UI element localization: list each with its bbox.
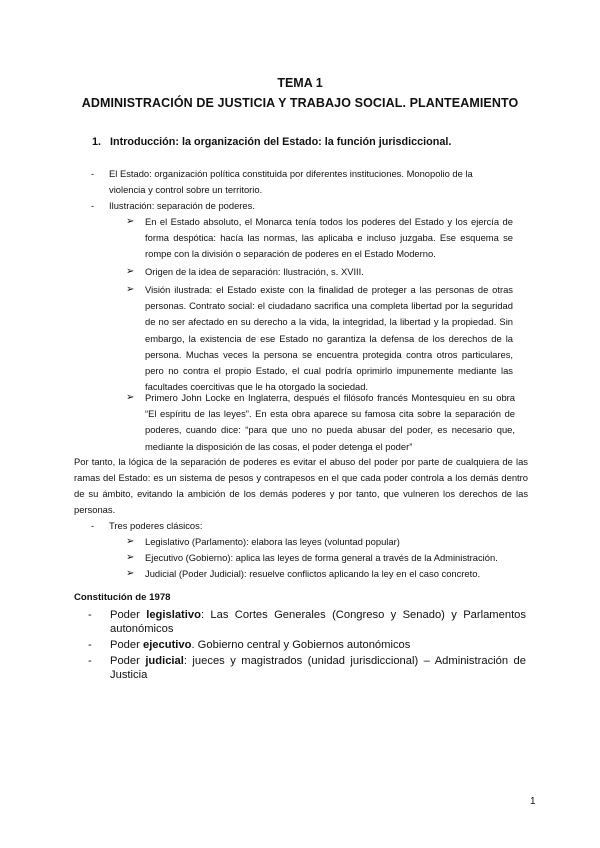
locke-text: Primero John Locke en Inglaterra, después el filósofo francés Montesquieu en su obra “El espíritu de las leyes”. En esta obra aparece su famosa cita sobre la separación de poderes, cuando dice: “para que uno no pueda abusar del poder, es necesario que, mediante la disposición de las cosas, el poder detenga el poder” [145,392,515,452]
poder-item-legislativo [126,534,525,550]
item-bold: ejecutivo [142,639,192,651]
constitucion-item-legislativo [88,609,526,636]
item-bold: judicial [145,655,184,667]
arrow-item-origen [126,264,513,280]
dash-bullet: - [88,639,92,651]
arrow-bullet-icon: ➢ [126,392,135,403]
vision-text: Visión ilustrada: el Estado existe con la finalidad de proteger a las personas de otras personas. Contrato social: el ciudadano sacrifica una completa libertad por la seguridad de no ser afectado en su derecho a la vida, la integridad, la libertad y la propiedad. Sin embargo, la existencia de ese Estado no garantiza la defensa de los derechos de la persona. Muchas veces la persona se encuentra protegida contra otros particulares, pero no contra el propio Estado, el cual podría oprimirlo impunemente mediante las facultades coercitivas que le ha otorgado la sociedad. [145,284,513,393]
dash-bullet: - [91,200,95,211]
arrow-bullet-icon: ➢ [126,284,135,295]
dash-bullet: - [88,609,92,621]
ilustracion-text: Ilustración: separación de poderes. [109,200,255,211]
item-suffix: : jueces y magistrados (unidad jurisdiccional) – Administración de Justicia [110,655,526,681]
arrow-bullet-icon: ➢ [126,552,135,563]
section-heading-text: Introducción: la organización del Estado: la función jurisdiccional. [110,136,452,148]
arrow-bullet-icon: ➢ [126,266,135,277]
constitucion-item-judicial [88,655,526,682]
poder-text: Judicial (Poder Judicial): resuelve conflictos aplicando la ley en el caso concreto. [145,568,481,579]
dash-bullet: - [88,655,92,667]
item-prefix: Poder [110,655,146,667]
page-number: 1 [530,796,536,807]
constitucion-heading: Constitución de 1978 [74,592,171,603]
arrow-item-locke [126,390,515,455]
dash-bullet: - [91,168,95,179]
arrow-bullet-icon: ➢ [126,568,135,579]
list-item-ilustracion [91,198,509,214]
constitucion-item-ejecutivo [88,639,526,653]
document-title: ADMINISTRACIÓN DE JUSTICIA Y TRABAJO SOCIAL. PLANTEAMIENTO [81,96,519,110]
poder-text: Legislativo (Parlamento): elabora las leyes (voluntad popular) [145,536,400,547]
item-prefix: Poder [110,639,143,651]
separation-paragraph: Por tanto, la lógica de la separación de poderes es evitar el abuso del poder por parte de cualquiera de las ramas del Estado: es un sistema de pesos y contrapesos en el que cada poder controla a los demás dentro de su ámbito, evitando la ambición de los demás poderes y por tanto, que vulneren los derechos de las personas. [74,456,528,515]
arrow-item-absoluto [126,214,513,263]
poder-item-judicial [126,566,530,582]
tres-poderes-label: Tres poderes clásicos: [109,520,203,531]
item-bold: legislativo [146,609,201,621]
list-item-estado [91,166,509,198]
poder-text: Ejecutivo (Gobierno): aplica las leyes de forma general a través de la Administración. [145,552,498,563]
arrow-item-vision [126,282,513,395]
tema-title: TEMA 1 [277,76,323,90]
arrow-bullet-icon: ➢ [126,216,135,227]
estado-line-1: El Estado: organización política constituida por diferentes instituciones. Monopolio de la [109,168,473,179]
section-number: 1. [92,136,102,148]
item-suffix: . Gobierno central y Gobiernos autonómicos [191,639,411,651]
item-prefix: Poder [110,609,147,621]
list-item-tres-poderes [91,518,509,534]
section-heading [92,136,451,148]
dash-bullet: - [91,520,95,531]
arrow-bullet-icon: ➢ [126,536,135,547]
origen-text: Origen de la idea de separación: Ilustración, s. XVIII. [145,266,364,277]
estado-line-2: violencia y control sobre un territorio. [109,184,263,195]
absoluto-text: En el Estado absoluto, el Monarca tenía todos los poderes del Estado y los ejercía de forma despótica: hacía las normas, las aplicaba e incluso juzgaba. Ese esquema se rompe con la división o separación de poderes en el Estado Moderno. [145,216,513,260]
item-suffix: : Las Cortes Generales (Congreso y Senado) y Parlamentos autonómicos [110,609,526,635]
poder-item-ejecutivo [126,550,530,566]
